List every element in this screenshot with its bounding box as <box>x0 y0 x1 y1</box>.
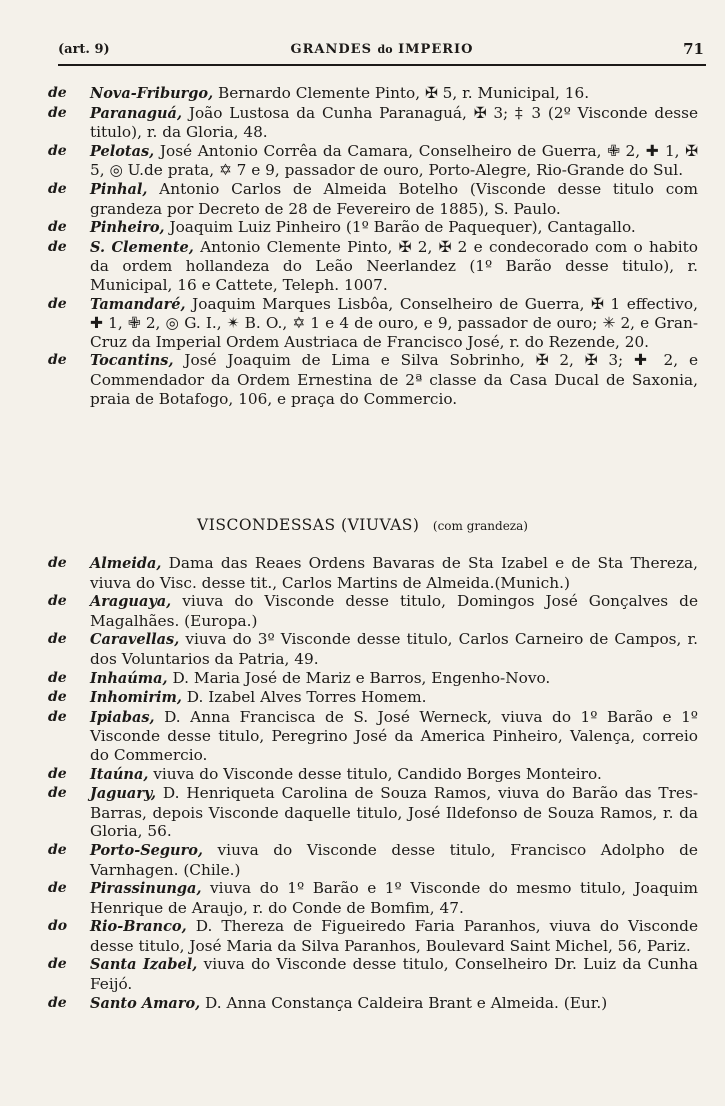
list-item <box>48 84 698 104</box>
list-item <box>48 218 698 238</box>
list-item <box>48 238 698 295</box>
entry-text: D. Maria José de Mariz e Barros, Engenho-Novo. <box>167 668 551 687</box>
page-number: 71 <box>683 40 704 58</box>
entry-text: D. Anna Francisca de S. José Werneck, viuva do 1º Barão e 1º Visconde desse titulo, Peregrino José da America Pinheiro, Valença, correio do Commercio. <box>90 707 698 764</box>
running-title-main: GRANDES <box>290 42 372 57</box>
list-item <box>48 630 698 668</box>
list-item <box>48 688 698 708</box>
list-item <box>48 784 698 841</box>
entry-body <box>90 351 698 408</box>
entry-text: D. Anna Constança Caldeira Brant e Almeida. (Eur.) <box>200 993 608 1012</box>
entry-body <box>90 688 698 708</box>
running-title-end: IMPERIO <box>398 42 474 57</box>
entry-body <box>90 708 698 765</box>
entry-body <box>90 955 698 993</box>
entry-title: Caravellas, <box>90 631 180 649</box>
entry-text: João Lustosa da Cunha Paranaguá, ✠ 3; ‡ 3 (2º Visconde desse titulo), r. da Gloria, 48. <box>90 103 698 142</box>
section-reference: (art. 9) <box>58 42 110 57</box>
list-item <box>48 180 698 218</box>
entry-prefix: de <box>48 85 67 101</box>
entry-body <box>90 84 698 104</box>
entry-text: viuva do Visconde desse titulo, Francisco Adolpho de Varnhagen. (Chile.) <box>90 840 698 879</box>
entry-prefix: de <box>48 880 67 897</box>
entry-body <box>90 669 698 689</box>
running-title-connector: do <box>377 43 393 56</box>
entry-title: Pelotas, <box>90 142 155 160</box>
entry-prefix: de <box>48 180 67 197</box>
entry-prefix: de <box>48 593 67 610</box>
entry-title: Araguaya, <box>90 593 172 611</box>
entry-text: viuva do 1º Barão e 1º Visconde do mesmo titulo, Joaquim Henrique de Araujo, r. do Conde de Bomfim, 47. <box>90 879 698 917</box>
entry-body <box>90 784 698 841</box>
running-title <box>58 42 706 57</box>
entry-prefix: do <box>48 918 68 935</box>
entry-body <box>90 994 698 1014</box>
entry-text: D. Henriqueta Carolina de Souza Ramos, viuva do Barão das Tres-Barras, depois Visconde daquelle titulo, José Ildefonso de Souza Ramos, r. da Gloria, 56. <box>90 784 698 841</box>
list-item <box>48 879 698 917</box>
entry-prefix: de <box>48 142 67 159</box>
viscounts-list <box>48 84 698 408</box>
entry-title: Itaúna, <box>90 765 149 783</box>
entry-title: Inhaúma, <box>90 669 168 687</box>
entry-body <box>90 630 698 668</box>
entry-body <box>90 879 698 917</box>
entry-prefix: de <box>48 238 67 255</box>
list-item <box>48 554 698 592</box>
entry-body <box>90 592 698 630</box>
entry-prefix: de <box>48 669 67 686</box>
entry-prefix: de <box>48 841 67 858</box>
list-item <box>48 708 698 765</box>
entry-title: Pinhal, <box>90 180 148 198</box>
entry-text: viuva do 3º Visconde desse titulo, Carlos Carneiro de Campos, r. dos Voluntarios da Patria, 49. <box>90 630 698 668</box>
entry-prefix: de <box>48 631 67 648</box>
entry-text: Bernardo Clemente Pinto, ✠ 5, r. Municipal, 16. <box>213 84 590 102</box>
list-item <box>48 765 698 785</box>
list-item <box>48 104 698 142</box>
entry-body <box>90 765 698 785</box>
entry-title: Santo Amaro, <box>90 994 201 1012</box>
entry-prefix: de <box>48 708 67 725</box>
entry-prefix: de <box>48 785 67 802</box>
entry-body <box>90 917 698 955</box>
list-item <box>48 295 698 352</box>
entry-body <box>90 218 698 238</box>
entry-prefix: de <box>48 219 67 236</box>
list-item <box>48 917 698 955</box>
entry-title: Rio-Branco, <box>90 918 187 936</box>
entry-text: viuva do Visconde desse titulo, Candido Borges Monteiro. <box>148 764 602 783</box>
entry-title: Almeida, <box>90 555 162 572</box>
list-item <box>48 592 698 630</box>
entry-text: Joaquim Luiz Pinheiro (1º Barão de Paquequer), Cantagallo. <box>164 218 636 237</box>
entry-text: D. Izabel Alves Torres Homem. <box>181 688 427 707</box>
entry-title: Ipiabas, <box>90 708 155 726</box>
entry-prefix: de <box>48 994 67 1011</box>
entry-text: Antonio Carlos de Almeida Botelho (Visconde desse titulo com grandeza por Decreto de 28 de Fevereiro de 1885), S. Paulo. <box>90 179 698 218</box>
entry-body <box>90 142 698 180</box>
entry-text: Joaquim Marques Lisbôa, Conselheiro de Guerra, ✠ 1 effectivo, ✚ 1, ✙ 2, ◎ G. I., ✴ B. O., ✡ 1 e 4 de ouro, e 9, passador de ouro; ✳ 2, e Gran-Cruz da Imperial Ordem Austriaca de Francisco José, r. do Rezende, 20. <box>90 294 698 351</box>
entry-title: Tamandaré, <box>90 295 186 313</box>
entry-title: Paranaguá, <box>90 104 183 122</box>
entry-prefix: de <box>48 765 67 782</box>
entry-title: Jaguary, <box>90 785 157 803</box>
entry-prefix: de <box>48 352 67 369</box>
entry-body <box>90 295 698 352</box>
entry-body <box>90 180 698 218</box>
entry-title: S. Clemente, <box>90 238 194 256</box>
section-note: (com grandeza) <box>432 519 528 533</box>
entry-text: viuva do Visconde desse titulo, Domingos José Gonçalves de Magalhães. (Europa.) <box>90 592 698 630</box>
entry-prefix: de <box>48 295 67 312</box>
entry-prefix: de <box>48 689 67 706</box>
entry-text: José Joaquim de Lima e Silva Sobrinho, ✠ 2, ✠ 3; ✚ 2, e Commendador da Ordem Ernestina de 2ª classe da Casa Ducal de Saxonia, praia de Botafogo, 106, e praça do Commercio. <box>90 351 698 408</box>
list-item <box>48 955 698 993</box>
entry-prefix: de <box>48 104 67 121</box>
entry-body <box>90 104 698 142</box>
section-title: VISCONDESSAS (VIUVAS) <box>197 516 420 534</box>
list-item <box>48 841 698 879</box>
list-item <box>48 351 698 408</box>
entry-text: D. Thereza de Figueiredo Faria Paranhos, viuva do Visconde desse titulo, José Maria da Silva Paranhos, Boulevard Saint Michel, 56, Pariz. <box>90 917 698 955</box>
section-heading <box>0 516 725 534</box>
list-item <box>48 994 698 1014</box>
entry-prefix: de <box>48 555 67 571</box>
entry-body <box>90 554 698 592</box>
entry-title: Santa Izabel, <box>90 956 198 974</box>
entry-title: Inhomirim, <box>90 689 182 707</box>
entry-body <box>90 841 698 879</box>
entry-title: Pinheiro, <box>90 219 165 237</box>
list-item <box>48 142 698 180</box>
entry-text: José Antonio Corrêa da Camara, Conselheiro de Guerra, ✙ 2, ✚ 1, ✠ 5, ◎ U.de prata, ✡ 7 e 9, passador de ouro, Porto-Alegre, Rio-Grande do Sul. <box>90 141 698 180</box>
entry-body <box>90 238 698 295</box>
entry-title: Nova-Friburgo, <box>90 85 214 102</box>
entry-prefix: de <box>48 956 67 973</box>
entry-title: Tocantins, <box>90 352 174 370</box>
entry-text: Antonio Clemente Pinto, ✠ 2, ✠ 2 e condecorado com o habito da ordem hollandeza do Leão Neerlandez (1º Barão desse titulo), r. Municipal, 16 e Cattete, Teleph. 1007. <box>90 237 699 294</box>
widows-list <box>48 554 698 1013</box>
entry-text: Dama das Reaes Ordens Bavaras de Sta Izabel e de Sta Thereza, viuva do Visc. desse tit., Carlos Martins de Almeida.(Munich.) <box>90 554 698 592</box>
entry-title: Pirassinunga, <box>90 880 202 898</box>
entry-title: Porto-Seguro, <box>90 841 203 859</box>
entry-text: viuva do Visconde desse titulo, Conselheiro Dr. Luiz da Cunha Feijó. <box>90 955 698 994</box>
list-item <box>48 669 698 689</box>
page-header <box>58 36 706 66</box>
